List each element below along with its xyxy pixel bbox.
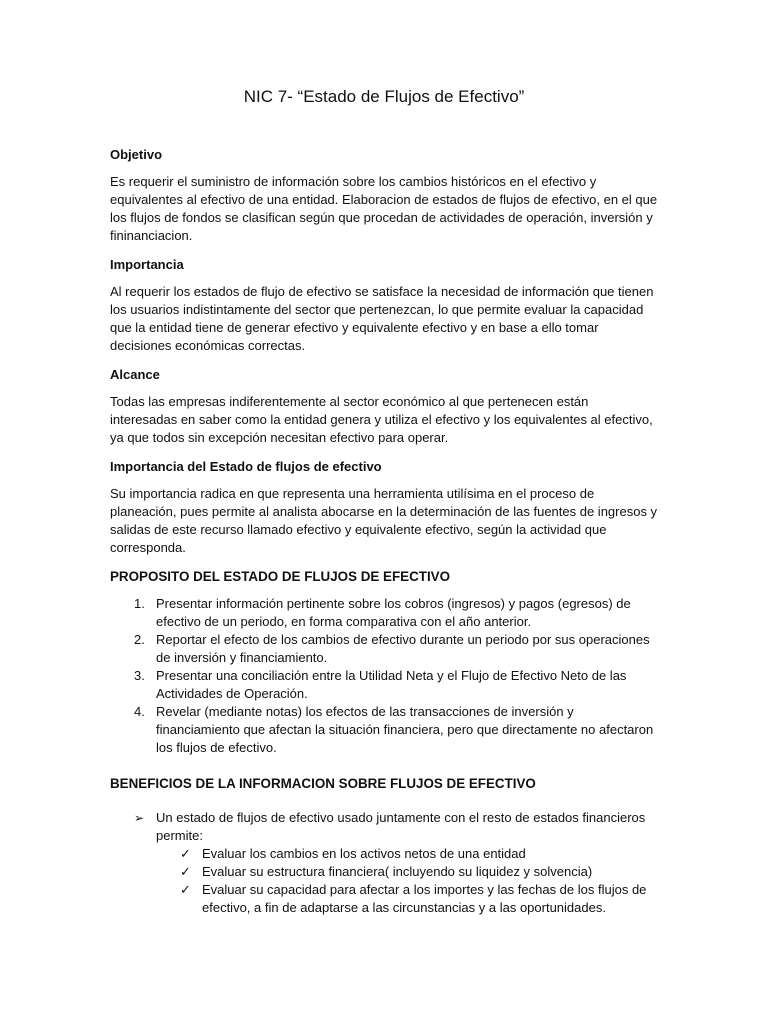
section-body: Al requerir los estados de flujo de efectivo se satisface la necesidad de información que tienen los usuarios indistintamente del sector que pertenezcan, lo que permite evaluar la capacidad que la entidad tiene de generar efectivo y equivalente efectivo y en base a ello tomar decisiones económicas correctas.: [110, 284, 654, 353]
numbered-list: [110, 595, 658, 757]
list-item: [110, 863, 658, 881]
list-item: [110, 595, 658, 631]
checkmark-icon: ✓: [180, 846, 191, 861]
section-heading: BENEFICIOS DE LA INFORMACION SOBRE FLUJOS DE EFECTIVO: [110, 776, 536, 791]
section-heading: Objetivo: [110, 147, 163, 162]
section-heading: Importancia: [110, 257, 184, 272]
list-item-text: Revelar (mediante notas) los efectos de las transacciones de inversión y financiamiento que afectan la situación financiera, pero que directamente no afectaron los flujos de efectivo.: [156, 704, 654, 755]
arrow-bullet-icon: ➢: [134, 811, 145, 825]
list-item: [110, 703, 658, 757]
list-item-text: Reportar el efecto de los cambios de efectivo durante un periodo por sus operaciones de inversión y financiamiento.: [156, 632, 650, 665]
list-number: 1.: [134, 596, 145, 611]
section-objetivo: [110, 146, 658, 245]
list-item-text: Presentar información pertinente sobre los cobros (ingresos) y pagos (egresos) de efectivo de un periodo, en forma comparativa con el año anterior.: [156, 596, 631, 629]
list-number: 3.: [134, 668, 145, 683]
list-item: [110, 631, 658, 667]
list-number: 2.: [134, 632, 145, 647]
section-alcance: [110, 366, 658, 447]
list-item-text: Evaluar su capacidad para afectar a los importes y las fechas de los flujos de efectivo, a fin de adaptarse a las circunstancias y a las oportunidades.: [202, 882, 647, 915]
section-body: Su importancia radica en que representa una herramienta utilísima en el proceso de planeación, pues permite al analista abocarse en la determinación de las fuentes de ingresos y salidas de este recurso llamado efectivo y equivalente efectivo, según la actividad que corresponda.: [110, 486, 658, 555]
document-page: [110, 86, 658, 917]
list-item: [110, 667, 658, 703]
section-beneficios: [110, 775, 658, 917]
list-item-text: Evaluar su estructura financiera( incluyendo su liquidez y solvencia): [202, 864, 593, 879]
section-importancia: [110, 256, 658, 355]
section-heading: Importancia del Estado de flujos de efectivo: [110, 459, 382, 474]
list-item-text: Un estado de flujos de efectivo usado juntamente con el resto de estados financieros permite:: [156, 810, 646, 843]
list-item: [110, 845, 658, 863]
section-heading: Alcance: [110, 367, 160, 382]
checkmark-icon: ✓: [180, 882, 191, 897]
section-body: Es requerir el suministro de información sobre los cambios históricos en el efectivo y equivalentes al efectivo de una entidad. Elaboracion de estados de flujos de efectivo, en el que los flujos de fondos se clasifican según que procedan de actividades de operación, inversión y fininanciacion.: [110, 174, 658, 243]
checkmark-icon: ✓: [180, 864, 191, 879]
list-number: 4.: [134, 704, 145, 719]
list-item: [110, 809, 658, 845]
list-item-text: Presentar una conciliación entre la Utilidad Neta y el Flujo de Efectivo Neto de las Actividades de Operación.: [156, 668, 627, 701]
section-body: Todas las empresas indiferentemente al sector económico al que pertenecen están interesadas en saber como la entidad genera y utiliza el efectivo y los equivalentes al efectivo, ya que todos sin excepción necesitan efectivo para operar.: [110, 394, 653, 445]
arrow-list: [110, 809, 658, 917]
list-item-text: Evaluar los cambios en los activos netos de una entidad: [202, 846, 526, 861]
section-proposito: [110, 568, 658, 757]
check-list: [110, 845, 658, 917]
section-importancia-estado: [110, 458, 658, 557]
document-title: NIC 7- “Estado de Flujos de Efectivo”: [243, 87, 525, 106]
list-item: [110, 881, 658, 917]
section-heading: PROPOSITO DEL ESTADO DE FLUJOS DE EFECTIVO: [110, 569, 451, 584]
